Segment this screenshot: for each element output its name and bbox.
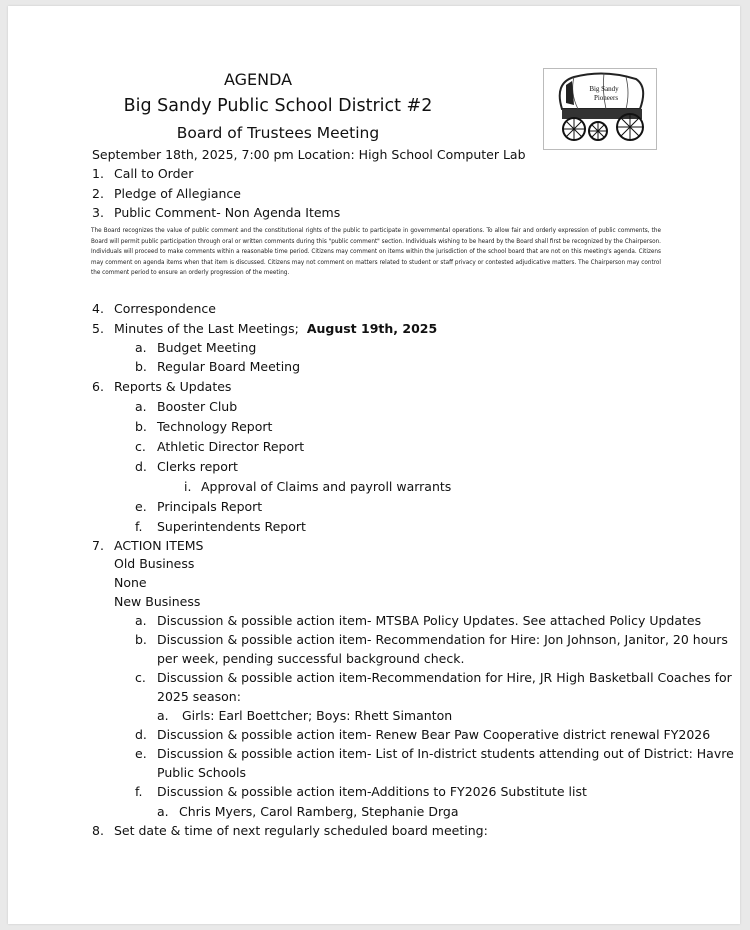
item-letter: f. xyxy=(135,784,143,799)
agenda-item-7f xyxy=(135,784,587,799)
item-letter: b. xyxy=(135,419,147,434)
item-letter: c. xyxy=(135,439,146,454)
item-text: Booster Club xyxy=(157,399,238,414)
item-letter: f. xyxy=(135,519,143,534)
agenda-item-6d xyxy=(135,459,238,474)
item-text: Discussion & possible action item- MTSBA Policy Updates. See attached Policy Updates xyxy=(157,613,702,628)
public-comment-policy: The Board recognizes the value of public comment and the constitutional rights of the public to participate in governmental operations. To allow fair and orderly expression of public comments, the Board will permit public participation through oral or written comments during this "public comment" section. Individuals wishing to be heard by the Board shall first be recognized by the Chairperson. Individuals will proceed to make comments within a reasonable time period. Citizens may comment on items within the jurisdiction of the school board that are not on this meeting's agenda. Citizens may comment on agenda items when that item is discussed. Citizens may not comment on matters related to student or staff privacy or contested adjudicative matters. The Chairperson may control the comment period to ensure an orderly progression of the meeting. xyxy=(91,228,661,277)
item-text: Approval of Claims and payroll warrants xyxy=(201,479,452,494)
item-text: Athletic Director Report xyxy=(157,439,305,454)
item-letter: a. xyxy=(157,708,169,723)
item-text: Superintendents Report xyxy=(157,519,306,534)
item-text: Minutes of the Last Meetings; xyxy=(114,321,299,336)
item-text: Correspondence xyxy=(114,301,216,316)
item-text-line1: Discussion & possible action item-Recommendation for Hire, JR High Basketball Coaches for xyxy=(157,670,732,685)
agenda-item-4 xyxy=(92,301,216,316)
item-text: Discussion & possible action item-Additions to FY2026 Substitute list xyxy=(157,784,587,799)
minutes-date: August 19th, 2025 xyxy=(306,321,438,336)
item-text: Principals Report xyxy=(157,499,263,514)
agenda-item-7d xyxy=(135,727,711,742)
agenda-item-7c-cont: 2025 season: xyxy=(157,689,241,704)
item-letter: c. xyxy=(135,670,146,685)
item-text: Pledge of Allegiance xyxy=(114,186,241,201)
item-text: Budget Meeting xyxy=(157,340,257,355)
item-text: Reports & Updates xyxy=(114,379,232,394)
logo-text-line1: Big Sandy xyxy=(589,85,619,93)
old-business-none: None xyxy=(114,575,147,590)
agenda-item-3 xyxy=(92,205,341,220)
item-letter: a. xyxy=(157,804,169,819)
item-text: Call to Order xyxy=(114,166,194,181)
item-text: Girls: Earl Boettcher; Boys: Rhett Simanton xyxy=(182,708,453,723)
item-letter: d. xyxy=(135,727,147,742)
agenda-item-7e xyxy=(135,746,734,761)
old-business-label: Old Business xyxy=(114,556,195,571)
item-letter: e. xyxy=(135,499,147,514)
agenda-item-6c xyxy=(135,439,305,454)
agenda-item-7c-a xyxy=(157,708,453,723)
agenda-item-5 xyxy=(92,321,438,336)
item-text: Public Comment- Non Agenda Items xyxy=(114,205,341,220)
item-number: 8. xyxy=(92,823,104,838)
item-text: Discussion & possible action item- Renew Bear Paw Cooperative district renewal FY2026 xyxy=(157,727,711,742)
item-letter: a. xyxy=(135,613,147,628)
item-text: ACTION ITEMS xyxy=(114,538,204,553)
agenda-item-6b xyxy=(135,419,273,434)
agenda-item-7a xyxy=(135,613,702,628)
item-text-line1: Discussion & possible action item- List of In-district students attending out of District: Havre xyxy=(157,746,734,761)
agenda-item-7c xyxy=(135,670,732,685)
item-letter: b. xyxy=(135,632,147,647)
agenda-page xyxy=(8,6,740,924)
pioneers-logo xyxy=(543,68,657,150)
item-text: Chris Myers, Carol Ramberg, Stephanie Drga xyxy=(179,804,459,819)
logo-text-line2: Pioneers xyxy=(593,94,619,102)
item-number: 6. xyxy=(92,379,104,394)
item-text-line1: Discussion & possible action item- Recommendation for Hire: Jon Johnson, Janitor, 20 hours xyxy=(157,632,728,647)
item-number: 7. xyxy=(92,538,104,553)
agenda-item-5a xyxy=(135,340,257,355)
meeting-title: Board of Trustees Meeting xyxy=(176,124,380,142)
agenda-item-7b xyxy=(135,632,728,647)
item-number: 4. xyxy=(92,301,104,316)
agenda-item-6e xyxy=(135,499,263,514)
agenda-item-7b-cont: per week, pending successful background check. xyxy=(157,651,465,666)
district-title: Big Sandy Public School District #2 xyxy=(123,96,433,116)
item-number: 1. xyxy=(92,166,104,181)
wagon-logo-icon xyxy=(544,69,656,149)
agenda-item-1 xyxy=(92,166,194,181)
agenda-item-7f-a xyxy=(157,804,459,819)
item-text: Set date & time of next regularly scheduled board meeting: xyxy=(114,823,488,838)
agenda-item-8 xyxy=(92,823,488,838)
item-letter: d. xyxy=(135,459,147,474)
item-letter: e. xyxy=(135,746,147,761)
agenda-item-6f xyxy=(135,519,306,534)
item-number: 5. xyxy=(92,321,104,336)
item-letter: a. xyxy=(135,340,147,355)
item-number: 3. xyxy=(92,205,104,220)
item-letter: b. xyxy=(135,359,147,374)
item-text: Regular Board Meeting xyxy=(157,359,301,374)
meeting-date-location: September 18th, 2025, 7:00 pm Location: High School Computer Lab xyxy=(92,147,526,162)
item-text: Technology Report xyxy=(157,419,273,434)
agenda-item-7e-cont: Public Schools xyxy=(157,765,246,780)
item-text: Clerks report xyxy=(157,459,238,474)
agenda-item-6 xyxy=(92,379,232,394)
agenda-heading: AGENDA xyxy=(223,70,293,89)
agenda-item-7 xyxy=(92,538,204,553)
agenda-item-2 xyxy=(92,186,241,201)
item-number: 2. xyxy=(92,186,104,201)
agenda-item-6d-i xyxy=(184,479,452,494)
new-business-label: New Business xyxy=(114,594,201,609)
agenda-item-5b xyxy=(135,359,301,374)
agenda-item-6a xyxy=(135,399,238,414)
item-roman: i. xyxy=(184,479,192,494)
item-letter: a. xyxy=(135,399,147,414)
